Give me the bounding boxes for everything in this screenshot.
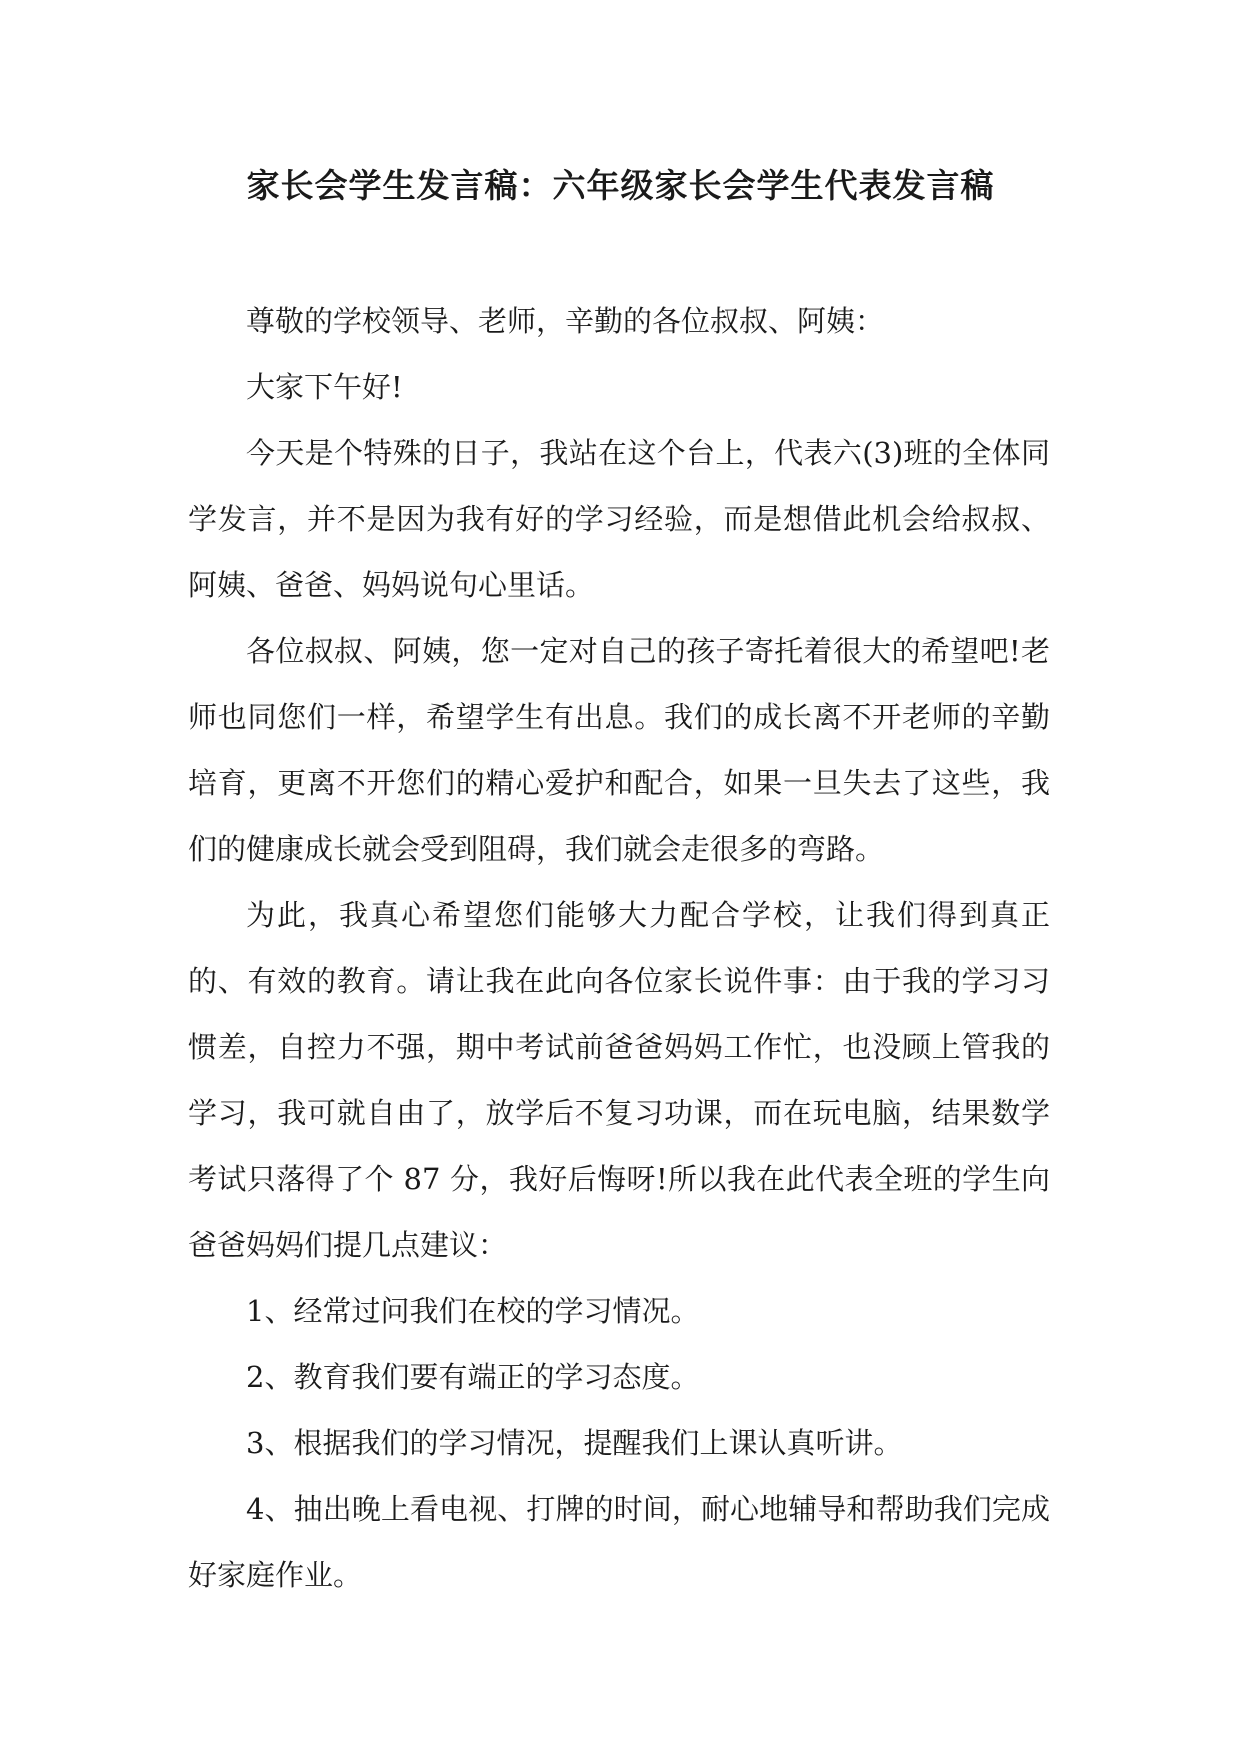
paragraph-hope: 各位叔叔、阿姨，您一定对自己的孩子寄托着很大的希望吧!老师也同您们一样，希望学生有出息。我们的成长离不开老师的辛勤培育，更离不开您们的精心爱护和配合，如果一旦失去了这些，我们的健康成长就会受到阻碍，我们就会走很多的弯路。 [188,634,1050,866]
document-body [188,288,1050,1608]
suggestion-item: 3、根据我们的学习情况，提醒我们上课认真听讲。 [246,1426,903,1460]
suggestion-item: 1、经常过问我们在校的学习情况。 [246,1294,700,1328]
paragraph-greeting: 大家下午好! [246,370,403,404]
suggestion-item: 2、教育我们要有端正的学习态度。 [246,1360,700,1394]
paragraph-salutation: 尊敬的学校领导、老师，辛勤的各位叔叔、阿姨： [246,304,885,338]
paragraph-request: 为此，我真心希望您们能够大力配合学校，让我们得到真正的、有效的教育。请让我在此向各位家长说件事：由于我的学习习惯差，自控力不强，期中考试前爸爸妈妈工作忙，也没顾上管我的学习，我可就自由了，放学后不复习功课，而在玩电脑，结果数学考试只落得了个 87 分，我好后悔呀!所以我在此代表全班的学生向爸爸妈妈们提几点建议： [188,898,1050,1262]
paragraph-intro: 今天是个特殊的日子，我站在这个台上，代表六(3)班的全体同学发言，并不是因为我有好的学习经验，而是想借此机会给叔叔、阿姨、爸爸、妈妈说句心里话。 [188,436,1050,602]
document-title: 家长会学生发言稿：六年级家长会学生代表发言稿 [246,166,995,205]
suggestion-item: 4、抽出晚上看电视、打牌的时间，耐心地辅导和帮助我们完成好家庭作业。 [188,1492,1050,1592]
